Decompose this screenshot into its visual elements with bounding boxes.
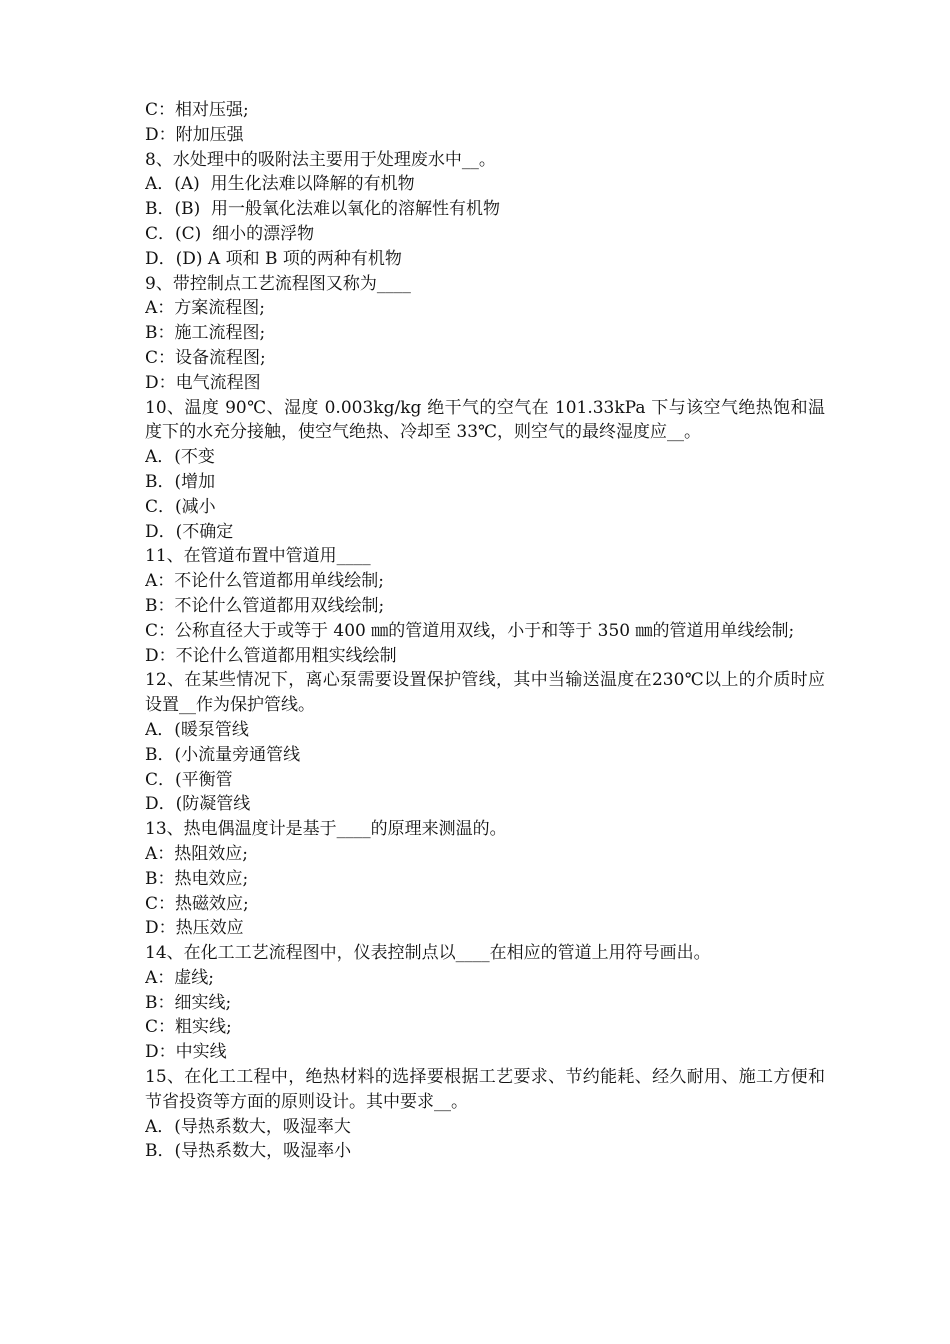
text-line: B：不论什么管道都用双线绘制; <box>145 595 385 616</box>
text-line: 15、在化工工程中，绝热材料的选择要根据工艺要求、节约能耗、经久耐用、施工方便和节省投资等方面的原则设计。其中要求__。 <box>145 1067 825 1112</box>
text-line: C：热磁效应; <box>145 893 249 914</box>
text-line: B：施工流程图; <box>145 323 266 344</box>
text-line: A：热阻效应; <box>145 843 249 864</box>
text-line: A：方案流程图; <box>145 298 266 319</box>
text-line: D：附加压强 <box>145 124 244 145</box>
text-line: 14、在化工工艺流程图中，仪表控制点以____在相应的管道上用符号画出。 <box>145 943 711 964</box>
text-line: C：相对压强; <box>145 100 249 120</box>
text-line: 13、热电偶温度计是基于____的原理来测温的。 <box>145 819 507 840</box>
text-line: A．(导热系数大，吸湿率大 <box>145 1116 351 1137</box>
text-line: B．(导热系数大，吸湿率小 <box>145 1141 352 1162</box>
text-line: D：中实线 <box>145 1042 227 1063</box>
text-line: A：不论什么管道都用单线绘制; <box>145 571 385 592</box>
text-line: B：细实线; <box>145 992 232 1013</box>
text-line: A．(A) 用生化法难以降解的有机物 <box>145 174 415 195</box>
text-line: C．(减小 <box>145 496 216 517</box>
text-line: D：电气流程图 <box>145 372 261 393</box>
text-line: 12、在某些情况下，离心泵需要设置保护管线，其中当输送温度在230℃以上的介质时应设置__作为保护管线。 <box>145 670 825 716</box>
text-line: B．(小流量旁通管线 <box>145 744 301 765</box>
text-line: 11、在管道布置中管道用____ <box>145 546 371 567</box>
text-line: 8、水处理中的吸附法主要用于处理废水中__。 <box>145 149 496 170</box>
text-line: A．(暖泵管线 <box>145 719 249 740</box>
text-line: B．(B) 用一般氧化法难以氧化的溶解性有机物 <box>145 199 501 220</box>
text-line: D．(不确定 <box>145 521 234 542</box>
text-line: A．(不变 <box>145 447 215 468</box>
text-line: C．(平衡管 <box>145 769 233 790</box>
text-line: D：不论什么管道都用粗实线绘制 <box>145 645 397 666</box>
text-line: D．(D) A 项和 B 项的两种有机物 <box>145 248 402 269</box>
text-line: B：热电效应; <box>145 868 249 889</box>
text-line: 10、温度 90℃、湿度 0.003kg/kg 绝干气的空气在 101.33kPa 下与该空气绝热饱和温度下的水充分接触，使空气绝热、冷却至 33℃，则空气的最终湿度应__。 <box>145 397 825 443</box>
text-line: C：设备流程图; <box>145 347 266 368</box>
text-line: B．(增加 <box>145 471 216 492</box>
text-line: C：粗实线; <box>145 1017 232 1038</box>
text-line: 9、带控制点工艺流程图又称为____ <box>145 273 411 294</box>
text-line: C：公称直径大于或等于 400 ㎜的管道用双线，小于和等于 350 ㎜的管道用单线绘制; <box>145 620 795 641</box>
text-line: D：热压效应 <box>145 918 244 939</box>
document-body <box>145 98 825 1164</box>
text-line: D．(防凝管线 <box>145 794 251 815</box>
text-line: C．(C) 细小的漂浮物 <box>145 223 315 244</box>
text-line: A：虚线; <box>145 967 215 988</box>
